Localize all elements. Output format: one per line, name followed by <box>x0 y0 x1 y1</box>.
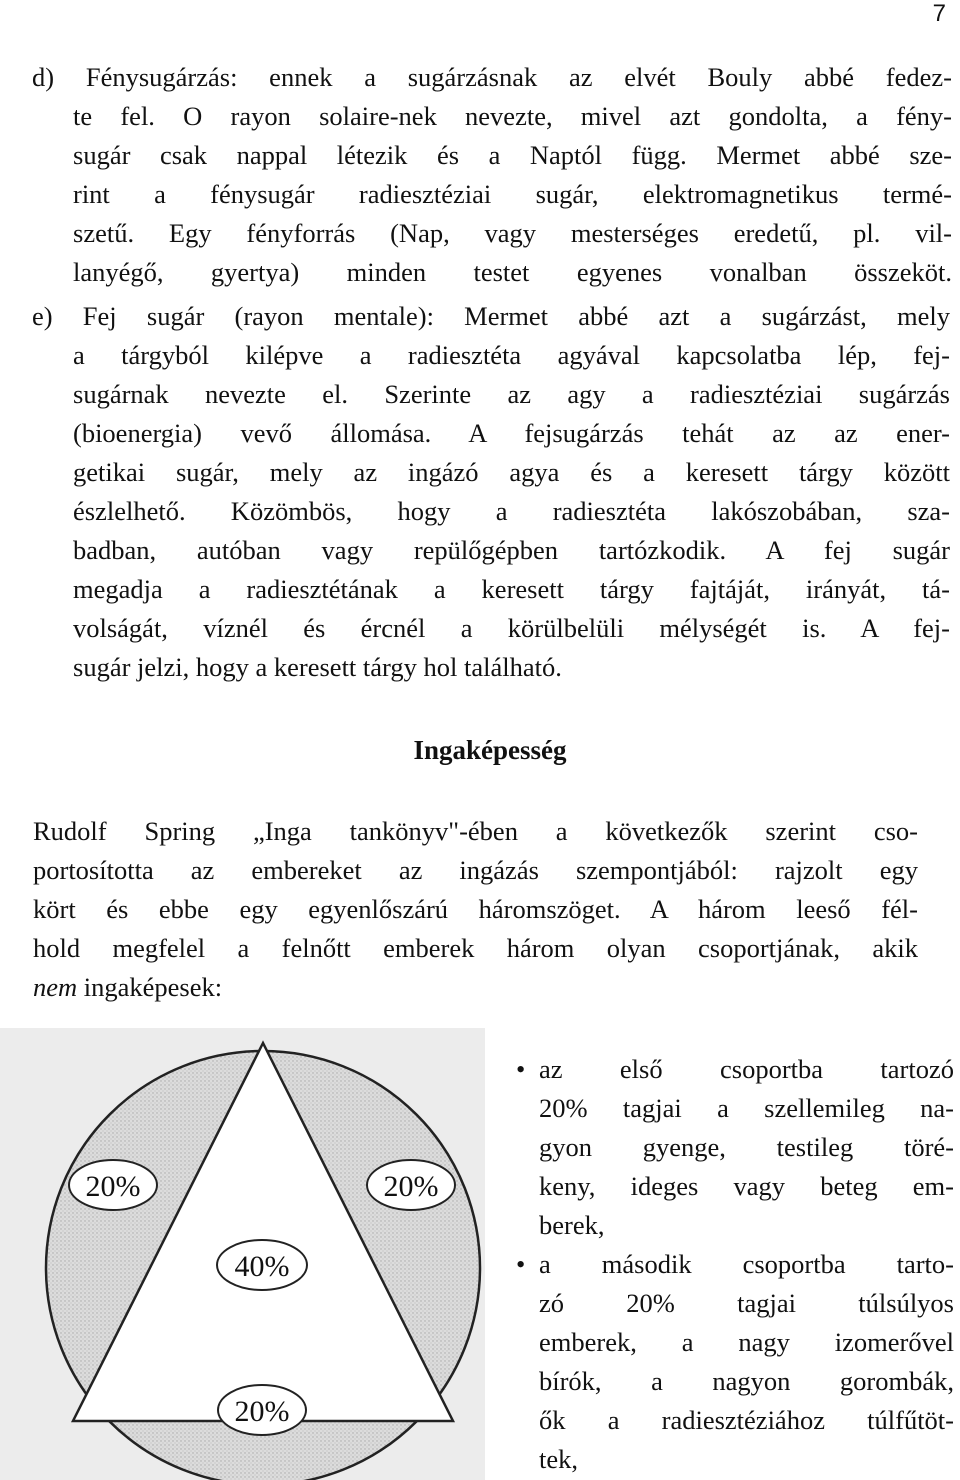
text-line: az első csoportba tartozó <box>539 1054 954 1084</box>
text-line: berek, <box>539 1210 605 1240</box>
text-line: kört és ebbe egy egyenlőszárú háromszöget. A három leeső fél- <box>33 894 918 924</box>
text-line: ők a radiesztéziához túlfűtöt- <box>539 1405 954 1435</box>
text-line: a tárgyból kilépve a radiesztéta agyával kapcsolatba lép, fej- <box>73 340 950 370</box>
text-line: gyon gyenge, testileg töré- <box>539 1132 954 1162</box>
list-item <box>514 1245 954 1479</box>
text-line: bírók, a nagyon gorombák, <box>539 1366 954 1396</box>
text-line: szetű. Egy fényforrás (Nap, vagy mesterséges eredetű, pl. vil- <box>73 218 952 248</box>
bullet-icon: • <box>516 1249 526 1279</box>
text-line: észlelhető. Közömbös, hogy a radiesztéta lakószobában, sza- <box>73 496 950 526</box>
section-heading: Ingaképesség <box>413 735 567 765</box>
text-line: sugárnak nevezte el. Szerinte az agy a radiesztéziai sugárzás <box>73 379 950 409</box>
text-line: sugár jelzi, hogy a keresett tárgy hol található. <box>73 652 562 682</box>
paragraph-rudolf-spring <box>33 812 918 1007</box>
text-line: zó 20% tagjai túlsúlyos <box>539 1288 954 1318</box>
emphasis-text: nem <box>33 972 78 1002</box>
text-line <box>33 968 918 1007</box>
text-line: volságát, víznél és ércnél a körülbelüli mélységét is. A fej- <box>73 613 950 643</box>
paragraph-fej-sugar <box>32 297 950 687</box>
text-fragment: ingaképesek: <box>77 972 223 1002</box>
text-line: rint a fénysugár radiesztéziai sugár, elektromagnetikus termé- <box>73 179 952 209</box>
text-line: badban, autóban vagy repülőgépben tartózkodik. A fej sugár <box>73 535 950 565</box>
text-line: a második csoportba tarto- <box>539 1249 954 1279</box>
text-line: 20% tagjai a szellemileg na- <box>539 1093 954 1123</box>
text-line: tek, <box>539 1444 578 1474</box>
text-line: megadja a radiesztétának a keresett tárgy fajtáját, irányát, tá- <box>73 574 950 604</box>
label-left: 20% <box>85 1170 141 1203</box>
text-line: Rudolf Spring „Inga tankönyv"-ében a következők szerint cso- <box>33 816 918 846</box>
paragraph-fenysugarzas <box>32 58 952 292</box>
text-line: (bioenergia) vevő állomása. A fejsugárzás tehát az az ener- <box>73 418 950 448</box>
text-line: d) Fénysugárzás: ennek a sugárzásnak az elvét Bouly abbé fedez- <box>32 62 952 92</box>
page-number: 7 <box>932 0 946 27</box>
text-line: hold megfelel a felnőtt emberek három olyan csoportjának, akik <box>33 933 918 963</box>
label-bottom: 20% <box>234 1395 290 1428</box>
label-right: 20% <box>383 1170 439 1203</box>
text-line: keny, ideges vagy beteg em- <box>539 1171 954 1201</box>
text-line: emberek, a nagy izomerővel <box>539 1327 954 1357</box>
text-line: lanyégő, gyertya) minden testet egyenes vonalban összeköt. <box>73 257 952 287</box>
label-center: 40% <box>234 1250 290 1283</box>
list-item <box>514 1050 954 1245</box>
bullet-list <box>514 1050 954 1479</box>
bullet-icon: • <box>516 1054 526 1084</box>
text-line: portosította az embereket az ingázás szempontjából: rajzolt egy <box>33 855 918 885</box>
circle-triangle-diagram <box>0 1028 485 1480</box>
text-line: getikai sugár, mely az ingázó agya és a keresett tárgy között <box>73 457 950 487</box>
text-line: te fel. O rayon solaire-nek nevezte, mivel azt gondolta, a fény- <box>73 101 952 131</box>
text-line: sugár csak nappal létezik és a Naptól függ. Mermet abbé sze- <box>73 140 952 170</box>
text-line: e) Fej sugár (rayon mentale): Mermet abbé azt a sugárzást, mely <box>32 301 950 331</box>
